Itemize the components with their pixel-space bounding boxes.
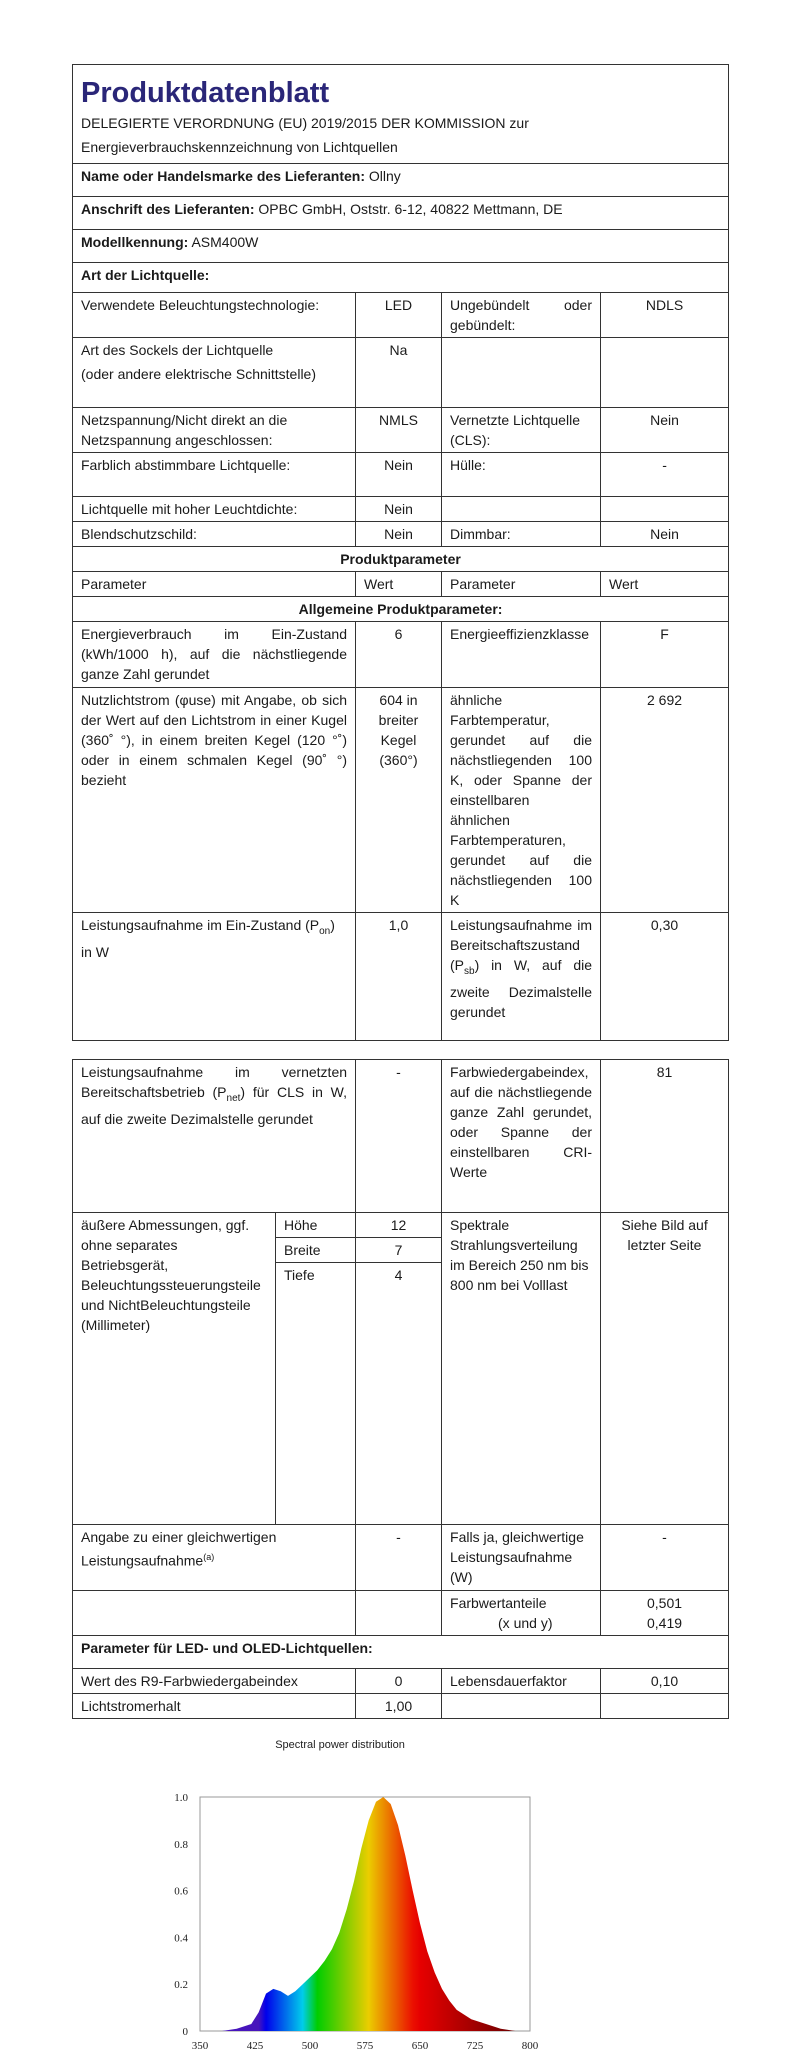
equiv-power-label: Falls ja, gleichwertige Leistungsaufnahme (W) (442, 1524, 601, 1590)
model-value: ASM400W (191, 234, 259, 250)
y-tick-label: 0.2 (174, 1979, 188, 1992)
psb-label: Leistungsaufnahme im Bereitschaftszustand $(P_{sb})$ in W, auf die zweite Dezimalstelle gerundet (442, 913, 601, 1041)
depth-value: 4 (356, 1263, 442, 1288)
led-params-heading: Parameter für LED- und OLED-Lichtquellen: (73, 1635, 729, 1668)
spd-label: Spektrale Strahlungsverteilung im Bereich 250 nm bis 800 nm bei Volllast (442, 1213, 601, 1525)
x-tick-label: 800 (521, 2040, 539, 2049)
product-params-heading: Produktparameter (73, 547, 729, 572)
mains-label: Netzspannung/Nicht direkt an die Netzspannung angeschlossen: (73, 408, 356, 453)
y-tick-label: 0.6 (174, 1885, 188, 1898)
equiv-power-value: - (601, 1524, 729, 1590)
x-tick-label: 425 (246, 2040, 264, 2049)
x-tick-label: 500 (301, 2040, 319, 2049)
y-tick-label: 0 (182, 2026, 188, 2038)
col-param-header: Parameter (73, 572, 356, 597)
socket-value: Na (356, 338, 442, 408)
chart-title: Spectral power distribution (275, 1739, 405, 1751)
pon-value: 1,0 (356, 913, 442, 1041)
y-tick-label: 0.4 (174, 1932, 188, 1945)
highlum-label: Lichtquelle mit hoher Leuchtdichte: (73, 497, 356, 522)
cri-value: 81 (601, 1060, 729, 1213)
life-label: Lebensdauerfaktor (442, 1668, 601, 1693)
equiv-label: Angabe zu einer gleichwertigen Leistungsaufnahme$^{(a)}$ (73, 1524, 356, 1590)
width-label: Breite (276, 1238, 356, 1263)
regulation-line-1: DELEGIERTE VERORDNUNG (EU) 2019/2015 DER KOMMISSION zur (81, 115, 529, 131)
cls-label: Vernetzte Lichtquelle (CLS): (442, 408, 601, 453)
chroma-label: Farbwertanteile (x und y) (442, 1590, 601, 1635)
datasheet-table-2 (72, 1059, 729, 1719)
dimmable-value: Nein (601, 522, 729, 547)
tech-label: Verwendete Beleuchtungstechnologie: (73, 293, 356, 338)
socket-label-1: Art des Sockels der Lichtquelle (81, 342, 274, 358)
y-tick-label: 1.0 (174, 1792, 188, 1804)
supplier-address-label: Anschrift des Lieferanten: (81, 201, 255, 217)
equiv-value: - (356, 1524, 442, 1590)
energy-label: Energieverbrauch im Ein-Zustand (kWh/1000 h), auf die nächstliegende ganze Zahl gerundet (73, 622, 356, 688)
cri-label: Farbwiedergabeindex, auf die nächstliegende ganze Zahl gerundet, oder Spanne der einstellbaren CRI-Werte (442, 1060, 601, 1213)
maint-value: 1,00 (356, 1693, 442, 1718)
width-value: 7 (356, 1238, 442, 1263)
supplier-address-value: OPBC GmbH, Oststr. 6-12, 40822 Mettmann, DE (258, 201, 563, 217)
col-value-header: Wert (356, 572, 442, 597)
spectrum-area (222, 1797, 515, 2031)
maint-label: Lichtstromerhalt (73, 1693, 356, 1718)
chroma-value: 0,501 0,419 (601, 1590, 729, 1635)
r9-label: Wert des R9-Farbwiedergabeindex (73, 1668, 356, 1693)
pnet-label: Leistungsaufnahme im vernetzten Bereitschaftsbetrieb $(P_{net})$ für CLS in W, auf die zweite Dezimalstelle gerundet (73, 1060, 356, 1213)
focus-value: NDLS (601, 293, 729, 338)
envelope-value: - (601, 453, 729, 497)
x-tick-label: 575 (356, 2040, 374, 2049)
class-label: Energieeffizienzklasse (442, 622, 601, 688)
flux-value: 604 in breiter Kegel (360°) (356, 688, 442, 913)
pnet-value: - (356, 1060, 442, 1213)
page-title: Produktdatenblatt (81, 77, 330, 109)
highlum-value: Nein (356, 497, 442, 522)
model-label: Modellkennung: (81, 234, 189, 250)
cct-value: 2 692 (601, 688, 729, 913)
r9-value: 0 (356, 1668, 442, 1693)
supplier-name-label: Name oder Handelsmarke des Lieferanten: (81, 168, 365, 184)
dimmable-label: Dimmbar: (442, 522, 601, 547)
flux-label: Nutzlichtstrom (φuse) mit Angabe, ob sich der Wert auf den Lichtstrom in einer Kugel (360˚ °), in einem breiten Kegel (120 °˚) oder in einem schmalen Kegel (90˚ °) bezieht (73, 688, 356, 913)
x-tick-label: 350 (191, 2040, 209, 2049)
x-tick-label: 650 (411, 2040, 429, 2049)
y-tick-label: 0.8 (174, 1838, 188, 1851)
regulation-line-2: Energieverbrauchskennzeichnung von Lichtquellen (81, 139, 398, 155)
light-source-type-heading: Art der Lichtquelle: (73, 263, 729, 293)
envelope-label: Hülle: (442, 453, 601, 497)
tech-value: LED (356, 293, 442, 338)
tunable-value: Nein (356, 453, 442, 497)
general-params-heading: Allgemeine Produktparameter: (73, 597, 729, 622)
tunable-label: Farblich abstimmbare Lichtquelle: (73, 453, 356, 497)
depth-label: Tiefe (276, 1263, 356, 1288)
life-value: 0,10 (601, 1668, 729, 1693)
energy-value: 6 (356, 622, 442, 688)
cls-value: Nein (601, 408, 729, 453)
class-value: F (601, 622, 729, 688)
socket-label-2: (oder andere elektrische Schnittstelle) (81, 366, 317, 382)
focus-label: Ungebündelt oder gebündelt: (442, 293, 601, 338)
psb-value: 0,30 (601, 913, 729, 1041)
x-tick-label: 725 (466, 2040, 484, 2049)
pon-label: Leistungsaufnahme im Ein-Zustand $(P_{on})$ in W (73, 913, 356, 1041)
height-value: 12 (356, 1213, 442, 1238)
col-param-header: Parameter (442, 572, 601, 597)
col-value-header: Wert (601, 572, 729, 597)
antiglare-value: Nein (356, 522, 442, 547)
spectral-power-chart (140, 1734, 560, 2049)
mains-value: NMLS (356, 408, 442, 453)
datasheet-table-1 (72, 64, 729, 1041)
antiglare-label: Blendschutzschild: (73, 522, 356, 547)
spd-value: Siehe Bild auf letzter Seite (601, 1213, 729, 1525)
cct-label: ähnliche Farbtemperatur, gerundet auf die nächstliegenden 100 K, oder Spanne der einstellbaren ähnlichen Farbtemperaturen, gerundet auf die nächstliegenden 100 K (442, 688, 601, 913)
dims-label: äußere Abmessungen, ggf. ohne separates Betriebsgerät, Beleuchtungssteuerungsteile und NichtBeleuchtungsteile (Millimeter) (73, 1213, 276, 1525)
datasheet (72, 64, 728, 1719)
supplier-name-value: Ollny (368, 168, 401, 184)
height-label: Höhe (276, 1213, 356, 1238)
